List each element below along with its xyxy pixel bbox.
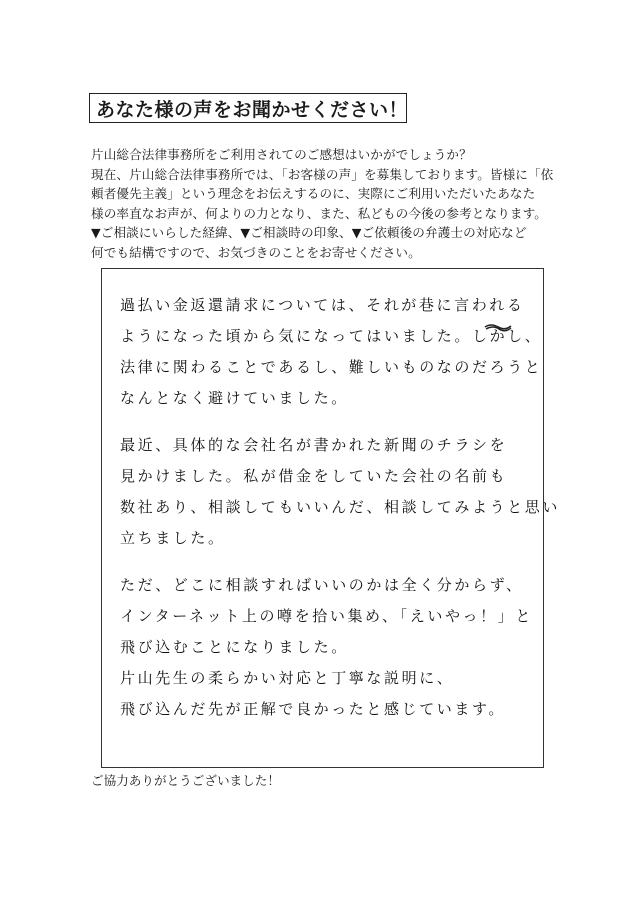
thanks-message: ご協力ありがとうございました！ <box>91 773 280 788</box>
intro-line: 片山総合法律事務所をご利用されてのご感想はいかがでしょうか？ <box>91 147 472 162</box>
paragraph-gap <box>120 554 540 570</box>
letter-line: 飛び込んだ先が正解で良かったと感じています。 <box>120 700 507 718</box>
page-title: あなた様の声をお聞かせください！ <box>96 98 409 121</box>
crossed-out-scribble <box>484 321 512 333</box>
letter-line: 数社あり、相談してもいいんだ、相談してみようと思い <box>120 498 561 516</box>
letter-line: 法律に関わることであるし、難しいものなのだろうと <box>120 358 543 376</box>
intro-line: 現在、片山総合法律事務所では、「お客様の声」を募集しております。皆様に「依 <box>91 166 554 182</box>
title-box <box>89 93 407 123</box>
intro-line: ▼ご相談にいらした経緯、▼ご相談時の印象、▼ご依頼後の弁護士の対応など <box>91 225 527 240</box>
intro-line: 何でも結構ですので、お気づきのことをお寄せください。 <box>91 244 421 260</box>
paragraph-gap <box>120 414 540 430</box>
letter-line: 最近、具体的な会社名が書かれた新聞のチラシを <box>120 436 508 454</box>
letter-line: ただ、どこに相談すればいいのかは全く分からず、 <box>120 576 524 594</box>
intro-text <box>91 145 561 262</box>
letter-line: 立ちました。 <box>120 529 226 547</box>
letter-line: 片山先生の柔らかい対応と丁寧な説明に、 <box>120 669 455 687</box>
letter-line: インターネット上の噂を拾い集め、「えいやっ！」と <box>120 607 533 625</box>
handwritten-letter <box>120 290 561 725</box>
letter-line: なんとなく避けていました。 <box>120 389 349 407</box>
intro-line: 頼者優先主義」という理念をお伝えするのに、実際にご利用いただいたあなた <box>91 186 536 201</box>
letter-line: 飛び込むことになりました。 <box>120 638 349 656</box>
letter-line: 見かけました。私が借金をしていた会社の名前も <box>120 467 508 485</box>
intro-line: 様の率直なお声が、何よりの力となり、また、私どもの今後の参考となります。 <box>91 205 547 221</box>
letter-line: ようになった頃から気になってはいました。しかし、 <box>120 327 543 345</box>
letter-line: 過払い金返還請求については、それが巷に言われる <box>120 296 525 314</box>
